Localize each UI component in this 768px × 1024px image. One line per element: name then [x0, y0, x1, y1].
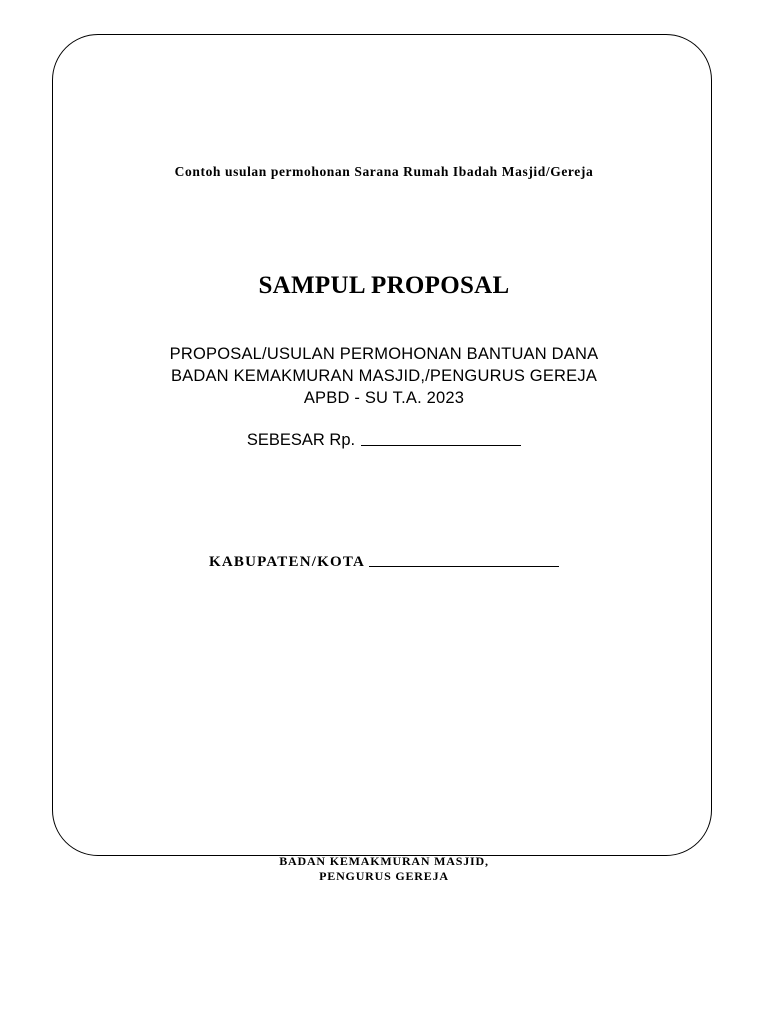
footer-line-1: BADAN KEMAKMURAN MASJID, [279, 854, 489, 868]
proposal-line-1: PROPOSAL/USULAN PERMOHONAN BANTUAN DANA [169, 345, 599, 363]
cover-title: SAMPUL PROPOSAL [258, 272, 510, 299]
regency-blank-line [369, 554, 559, 567]
footer-line-2: PENGURUS GEREJA [319, 869, 449, 883]
proposal-line-3: APBD - SU T.A. 2023 [303, 389, 465, 407]
proposal-line-2: BADAN KEMAKMURAN MASJID,/PENGURUS GEREJA [170, 367, 598, 385]
amount-row [0, 430, 768, 450]
amount-label: SEBESAR Rp. [246, 431, 356, 449]
amount-blank-line [361, 431, 521, 446]
regency-label: KABUPATEN/KOTA [209, 554, 365, 570]
regency-row [0, 553, 768, 571]
cover-subtitle: Contoh usulan permohonan Sarana Rumah Ibadah Masjid/Gereja [174, 164, 594, 179]
